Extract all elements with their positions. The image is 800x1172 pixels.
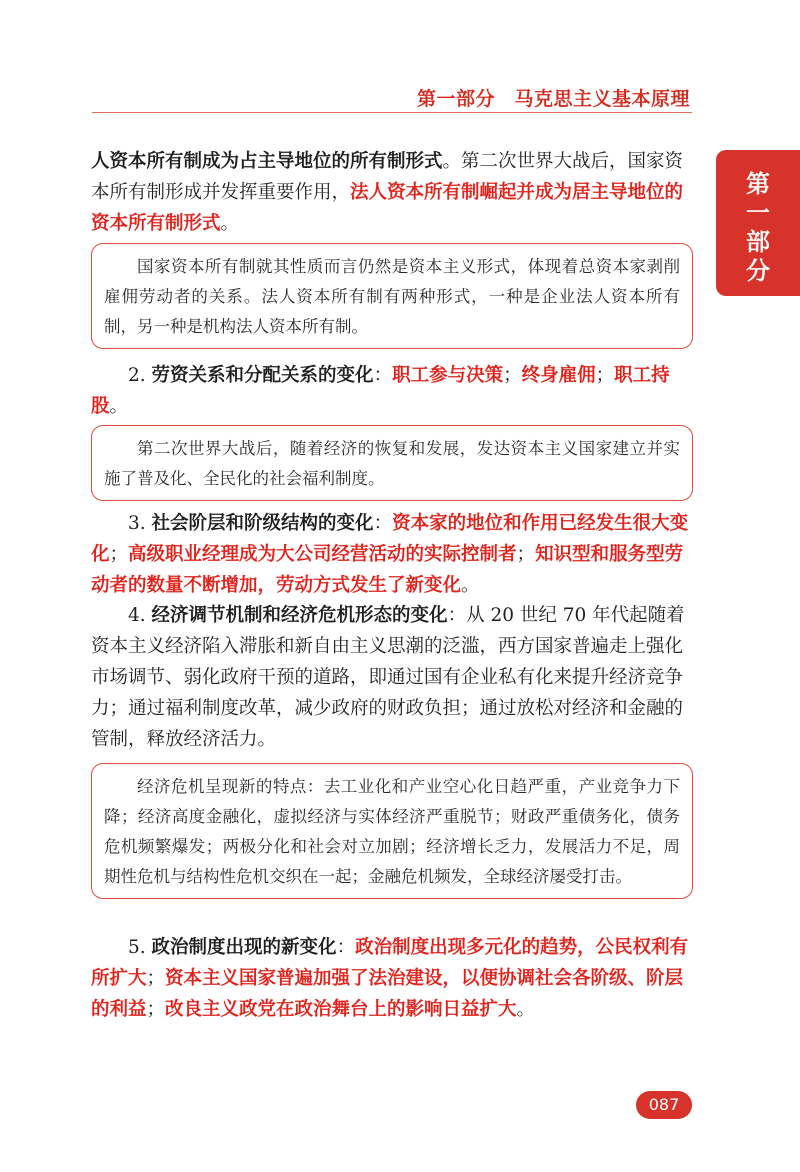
p3-highlight-3: 知识型和服务型劳动者的数量不断增加，劳动方式发生了新变化 [91,544,684,596]
p2-highlight-1: 职工参与决策 [392,365,504,386]
p5-colon: ： [336,937,356,958]
p2-number: 2. [128,365,146,386]
p5-end: 。 [516,999,536,1020]
p3-number: 3. [128,513,146,534]
p5-highlight-3: 改良主义政党在政治舞台上的影响日益扩大 [165,999,517,1020]
note-box-3 [91,763,693,899]
header-divider [92,112,692,113]
p2-end: 。 [109,396,129,417]
note-box-3-text: 经济危机呈现新的特点：去工业化和产业空心化日趋严重，产业竞争力下降；经济高度金融化，虚拟经济与实体经济严重脱节；财政严重债务化，债务危机频繁爆发；两极分化和社会对立加剧；经济增长乏力，发展活力不足，周期性危机与结构性危机交织在一起；金融危机频发，全球经济屡受打击。 [104,777,680,886]
p4-text: ：从 20 世纪 70 年代起随着资本主义经济陷入滞胀和新自由主义思潮的泛滥，西方国家普遍走上强化市场调节、弱化政府干预的道路，即通过国有企业私有化来提升经济竞争力；通过福利制度改革，减少政府的财政负担；通过放松对经济和金融的管制，释放经济活力。 [91,605,685,750]
section-side-tab [716,150,800,296]
p1-end: 。 [220,213,240,234]
p5-sep-1: ； [146,968,166,989]
p1-bold: 人资本所有制成为占主导地位的所有制形式 [91,151,443,172]
p5-heading: 政治制度出现的新变化 [151,937,337,958]
p2-highlight-3: 职工持股 [91,365,670,417]
paragraph-2 [91,360,699,422]
side-tab-char: 一 [746,199,770,227]
p2-highlight-2: 终身雇佣 [521,365,596,386]
note-box-1-text: 国家资本所有制就其性质而言仍然是资本主义形式，体现着总资本家剥削雇佣劳动者的关系。法人资本所有制有两种形式，一种是企业法人资本所有制，另一种是机构法人资本所有制。 [104,257,680,336]
p5-number: 5. [128,937,146,958]
paragraph-1 [91,146,699,239]
p3-highlight-1: 资本家的地位和作用已经发生很大变化 [91,513,689,565]
p1-text: 。第二次世界大战后，国家资本所有制形成并发挥重要作用， [91,151,684,203]
p3-sep-1: ； [109,544,129,565]
side-tab-char: 第 [746,170,770,198]
side-tab-char: 分 [746,257,770,285]
page-number: 087 [636,1091,692,1119]
p1-highlight: 法人资本所有制崛起并成为居主导地位的资本所有制形式 [91,182,684,234]
p4-number: 4. [128,605,146,626]
header-title: 第一部分 马克思主义基本原理 [416,88,690,110]
side-tab-char: 部 [746,228,770,256]
paragraph-5 [91,932,699,1025]
p5-highlight-1: 政治制度出现多元化的趋势，公民权利有所扩大 [91,937,689,989]
p5-highlight-2: 资本主义国家普遍加强了法治建设，以便协调社会各阶级、阶层的利益 [91,968,684,1020]
p2-heading: 劳资关系和分配关系的变化 [151,365,374,386]
note-box-2-text: 第二次世界大战后，随着经济的恢复和发展，发达资本主义国家建立并实施了普及化、全民化的社会福利制度。 [104,439,680,488]
note-box-1 [91,243,693,349]
note-box-2 [91,425,693,501]
p5-sep-2: ； [146,999,166,1020]
p4-heading: 经济调节机制和经济危机形态的变化 [151,605,448,626]
paragraph-4 [91,600,699,755]
p3-heading: 社会阶层和阶级结构的变化 [151,513,374,534]
p3-sep-2: ； [516,544,536,565]
p3-highlight-2: 高级职业经理成为大公司经营活动的实际控制者 [128,544,517,565]
p2-colon: ： [373,365,393,386]
p2-sep-1: ； [503,365,522,386]
p3-end: 。 [461,575,480,596]
p2-sep-2: ； [595,365,615,386]
paragraph-3 [91,508,699,601]
p3-colon: ： [373,513,393,534]
